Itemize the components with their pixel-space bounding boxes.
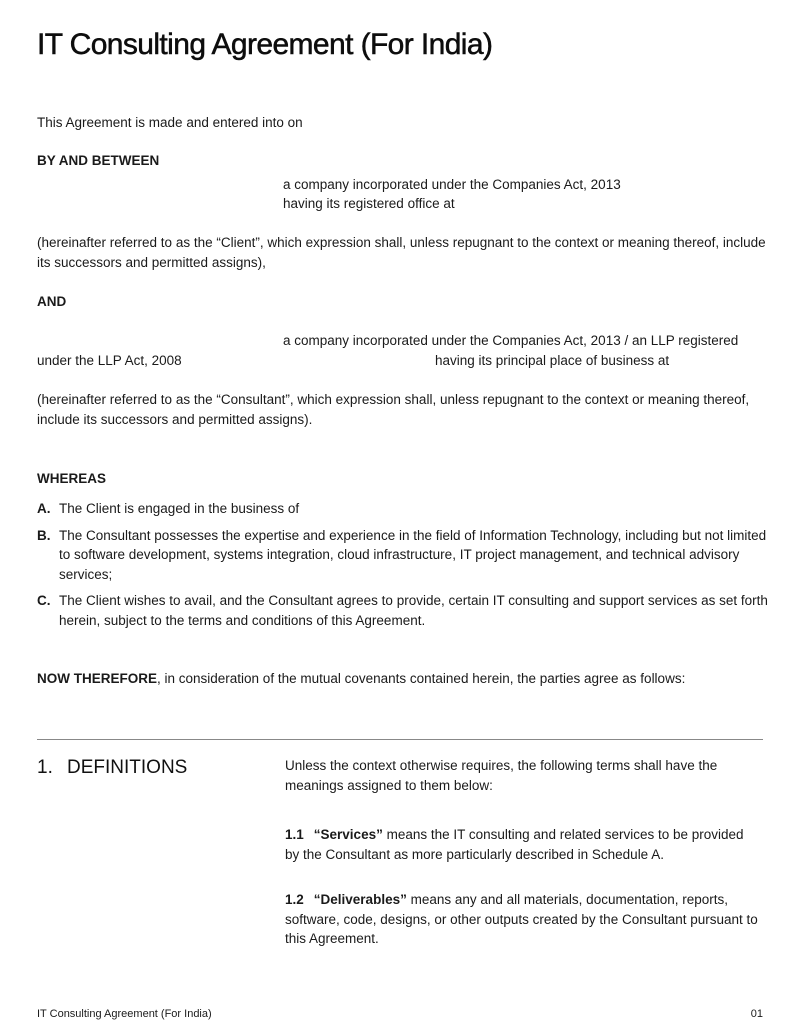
by-and-between-heading: BY AND BETWEEN: [37, 153, 160, 168]
intro-text: This Agreement is made and entered into on: [37, 115, 303, 130]
document-title: IT Consulting Agreement (For India): [37, 28, 493, 61]
definition-term: “Deliverables”: [313, 892, 407, 907]
whereas-heading: WHEREAS: [37, 471, 107, 486]
definitions-intro: Unless the context otherwise requires, the following terms shall have the meanings assigned to them below:: [285, 758, 718, 793]
definition-number: 1.2: [285, 892, 304, 907]
client-office-line: having its registered office at: [283, 196, 455, 211]
footer-page-number: 01: [750, 1008, 763, 1020]
whereas-item-b: [37, 526, 772, 585]
consultant-business-line: having its principal place of business at: [435, 353, 670, 368]
whereas-item-text: The Consultant possesses the expertise and experience in the field of Information Technology, including but not limited to software development, systems integration, cloud infrastructure, IT project management, and technical advisory services;: [59, 527, 767, 582]
whereas-item-c: [37, 591, 772, 630]
client-incorporation-line: a company incorporated under the Companies Act, 2013: [283, 177, 621, 192]
section-heading-definitions: [37, 757, 187, 779]
client-reference-paragraph: (hereinafter referred to as the “Client”, which expression shall, unless repugnant to the context or meaning thereof, include its successors and permitted assigns),: [37, 235, 766, 270]
definition-number: 1.1: [285, 827, 304, 842]
whereas-item-label: B.: [37, 527, 51, 543]
whereas-item-a: [37, 499, 772, 519]
consultant-reference-paragraph: (hereinafter referred to as the “Consultant”, which expression shall, unless repugnant to the context or meaning thereof, include its successors and permitted assigns).: [37, 392, 750, 427]
definition-services: [285, 825, 760, 864]
footer-document-title: IT Consulting Agreement (For India): [37, 1008, 212, 1020]
section-number: 1.: [37, 757, 53, 778]
whereas-item-label: C.: [37, 593, 51, 608]
definition-deliverables: [285, 890, 760, 949]
now-therefore-paragraph: [37, 669, 767, 689]
consultant-incorporation-line: a company incorporated under the Companies Act, 2013 / an LLP registered: [283, 333, 739, 348]
section-title: DEFINITIONS: [67, 757, 188, 778]
definition-text: means any and all materials, documentation, reports, software, code, designs, or other outputs created by the Consultant pursuant to this Agreement.: [285, 892, 758, 946]
now-therefore-bold: NOW THEREFORE: [37, 671, 157, 686]
consultant-llp-line: under the LLP Act, 2008: [37, 353, 182, 368]
definition-term: “Services”: [313, 827, 383, 842]
and-heading: AND: [37, 294, 67, 309]
section-divider: [37, 739, 763, 740]
definition-text: means the IT consulting and related services to be provided by the Consultant as more particularly described in Schedule A.: [285, 827, 744, 862]
whereas-item-text: The Client wishes to avail, and the Consultant agrees to provide, certain IT consulting and support services as set forth herein, subject to the terms and conditions of this Agreement.: [59, 593, 768, 628]
whereas-item-text: The Client is engaged in the business of: [59, 501, 300, 516]
whereas-list: [37, 499, 772, 630]
whereas-item-label: A.: [37, 501, 51, 516]
now-therefore-text: , in consideration of the mutual covenants contained herein, the parties agree as follows:: [157, 671, 686, 686]
